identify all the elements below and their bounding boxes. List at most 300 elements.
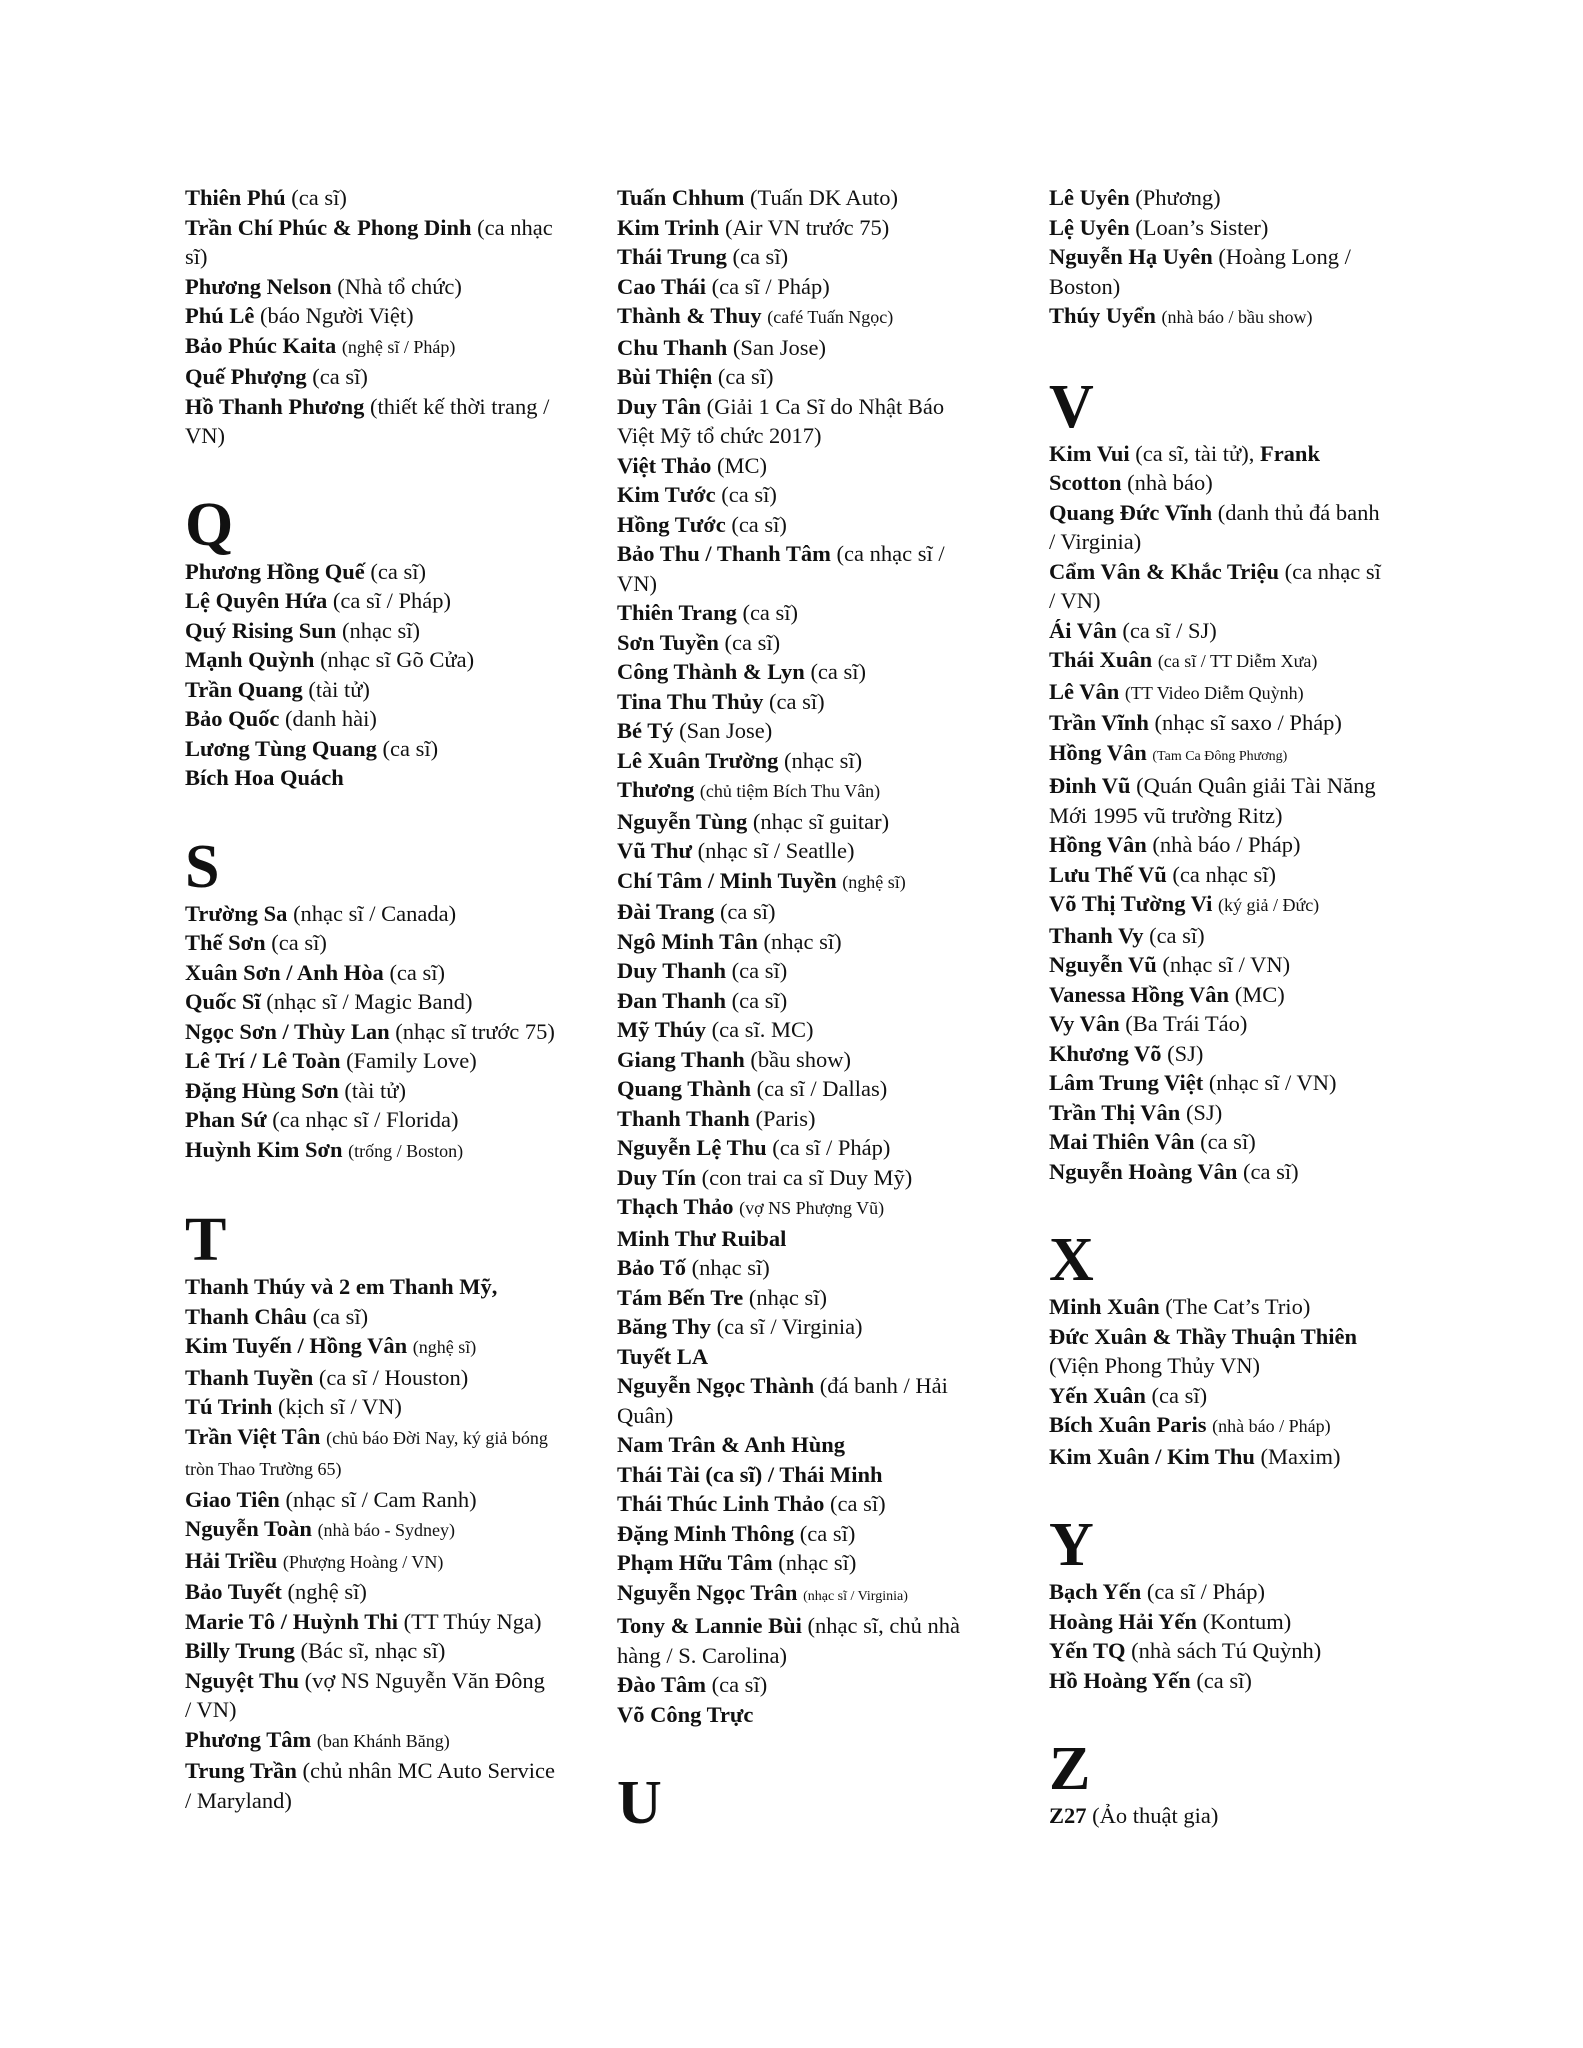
entry-description: (ca sĩ)	[769, 688, 825, 714]
directory-entry	[1049, 557, 1389, 616]
entry-description: (San Jose)	[679, 718, 773, 743]
entry-name: Thanh Tuyền	[185, 1364, 314, 1390]
entry-description: (danh hài)	[285, 706, 377, 731]
section-u	[617, 1769, 977, 1837]
entry-name: Phương Nelson	[185, 273, 332, 299]
directory-entry	[185, 392, 555, 451]
entry-description: (Loan’s Sister)	[1135, 214, 1269, 240]
directory-entry	[1049, 830, 1389, 860]
entry-description: (Viện Phong Thủy VN)	[1049, 1353, 1260, 1378]
directory-entry	[617, 1015, 977, 1045]
entry-description: (SJ)	[1185, 1099, 1223, 1125]
directory-entry	[617, 1578, 977, 1612]
entry-description: (ca sĩ)	[731, 987, 788, 1013]
directory-entry	[617, 1430, 977, 1460]
directory-entry	[617, 1224, 977, 1254]
section-continued	[185, 183, 555, 451]
entry-name: Thành & Thuy	[617, 303, 762, 328]
directory-entry	[185, 1546, 555, 1578]
entry-name: Lê Trí / Lê Toàn	[185, 1048, 341, 1073]
directory-entry	[617, 746, 977, 776]
entry-description: (con trai ca sĩ Duy Mỹ)	[701, 1164, 913, 1190]
directory-entry	[185, 362, 555, 392]
entry-description: (ca sĩ)	[731, 511, 787, 537]
directory-entry	[185, 1756, 555, 1815]
directory-entry	[185, 675, 555, 705]
entry-name: Chí Tâm / Minh Tuyền	[617, 867, 837, 893]
directory-entry	[185, 1135, 555, 1167]
entry-name: Thái Trung	[617, 244, 727, 269]
entry-name: Quý Rising Sun	[185, 617, 337, 643]
section-s	[185, 832, 555, 1167]
entry-description: (kịch sĩ / VN)	[277, 1394, 402, 1419]
directory-entry	[1049, 889, 1389, 921]
entry-name: Nguyễn Tùng	[617, 808, 748, 834]
entry-name: Mỹ Thúy	[617, 1017, 706, 1042]
entry-name: Tú Trinh	[185, 1394, 273, 1419]
entry-name: Nguyễn Vũ	[1049, 952, 1157, 977]
directory-entry	[185, 1272, 555, 1331]
entry-name: Nguyệt Thu	[185, 1667, 299, 1693]
entry-name: Bảo Thu / Thanh Tâm	[617, 541, 831, 566]
entry-description: (ca sĩ. MC)	[711, 1017, 814, 1042]
directory-entry	[617, 1163, 977, 1193]
entry-name: Trần Thị Vân	[1049, 1099, 1181, 1125]
directory-entry	[185, 616, 555, 646]
directory-entry	[617, 1548, 977, 1578]
directory-entry	[617, 1312, 977, 1342]
entry-name: Thế Sơn	[185, 930, 266, 955]
entry-description: (ca nhạc sĩ)	[1172, 861, 1277, 887]
entry-description: (ca sĩ)	[370, 558, 426, 584]
directory-entry	[1049, 1039, 1389, 1069]
entry-description: (ca sĩ)	[719, 899, 776, 924]
entry-description: (ca sĩ / SJ)	[1122, 617, 1217, 643]
entry-description: (ca sĩ)	[731, 958, 788, 983]
entry-name: Nguyễn Hoàng Vân	[1049, 1158, 1238, 1184]
directory-entry	[617, 1283, 977, 1313]
entry-description: (ca sĩ)	[271, 930, 327, 955]
entry-description: (ca sĩ / Pháp)	[332, 588, 451, 613]
entry-description: (nghệ sĩ)	[842, 871, 906, 892]
directory-entry	[185, 557, 555, 587]
entry-description: (vợ NS Nguyễn Văn Đông / VN)	[185, 1667, 545, 1722]
column-1	[185, 183, 555, 1859]
entry-name: Bùi Thiện	[617, 364, 713, 389]
directory-entry	[1049, 1666, 1389, 1696]
entry-name: Phương Hồng Quế	[185, 558, 365, 584]
column-2	[617, 183, 977, 1877]
entry-name: Lê Uyên	[1049, 185, 1130, 210]
directory-entry	[617, 775, 977, 807]
entry-description: (ca sĩ)	[1196, 1667, 1252, 1693]
directory-entry	[617, 927, 977, 957]
entry-name: Đặng Hùng Sơn	[185, 1077, 339, 1103]
entry-description: (ca sĩ)	[1151, 1382, 1208, 1408]
entry-name: Lệ Quyên Hứa	[185, 588, 328, 613]
entry-name: Hải Triều	[185, 1547, 278, 1573]
directory-entry	[617, 1670, 977, 1700]
directory-entry	[185, 1017, 555, 1047]
entry-description: (ca sĩ / Dallas)	[756, 1076, 888, 1101]
entry-name: Trần Việt Tân	[185, 1423, 321, 1449]
entry-description: (nhạc sĩ)	[691, 1255, 770, 1280]
directory-entry	[1049, 1009, 1389, 1039]
entry-description: (ca sĩ / Pháp)	[711, 273, 830, 299]
entry-name: Đài Trang	[617, 899, 715, 924]
entry-description: (danh thủ đá banh / Virginia)	[1049, 499, 1380, 554]
directory-entry	[1049, 921, 1389, 951]
entry-description: (thiết kế thời trang / VN)	[185, 393, 550, 448]
entry-name: Trần Vĩnh	[1049, 710, 1149, 735]
directory-entry	[1049, 1322, 1389, 1381]
entry-name: Hồng Vân	[1049, 832, 1147, 857]
entry-name: Cẩm Vân & Khắc Triệu	[1049, 558, 1280, 584]
entry-name: Frank Scotton	[1049, 440, 1320, 495]
directory-entry	[1049, 616, 1389, 646]
section-letter-heading: U	[617, 1769, 662, 1837]
entry-description: (Nhà tổ chức)	[337, 273, 462, 299]
section-letter-heading: T	[185, 1206, 227, 1274]
directory-entry	[1049, 213, 1389, 243]
entry-description: (ca sĩ)	[717, 364, 774, 389]
entry-name: Kim Vui	[1049, 440, 1130, 466]
directory-entry	[185, 899, 555, 929]
entry-description: (nhạc sĩ)	[748, 1284, 827, 1310]
entry-name: Thạch Thảo	[617, 1194, 734, 1219]
section-letter-heading: V	[1049, 372, 1094, 441]
entry-name: Trường Sa	[185, 900, 288, 926]
entry-description: (ca sĩ)	[312, 1303, 369, 1329]
entry-description: (ca sĩ / TT Diễm Xưa)	[1157, 651, 1318, 671]
directory-entry	[617, 836, 977, 866]
entry-description: (ca sĩ)	[721, 482, 777, 507]
entry-description: (Air VN trước 75)	[724, 214, 890, 240]
entry-name: Băng Thy	[617, 1314, 712, 1339]
entry-description: (nghệ sĩ)	[287, 1579, 367, 1604]
entry-description: (Phượng Hoàng / VN)	[282, 1551, 444, 1572]
directory-entry	[1049, 645, 1389, 677]
directory-entry	[617, 301, 977, 333]
directory-entry	[617, 1074, 977, 1104]
entry-name: Tina Thu Thủy	[617, 688, 764, 714]
entry-description: (ca sĩ)	[312, 364, 368, 389]
entry-name: Yến TQ	[1049, 1638, 1126, 1663]
entry-name: Nam Trân & Anh Hùng	[617, 1432, 845, 1457]
directory-entry	[1049, 1636, 1389, 1666]
directory-entry	[1049, 677, 1389, 709]
entry-name: Trung Trần	[185, 1758, 297, 1783]
entry-description: (ca sĩ)	[291, 185, 347, 210]
directory-entry	[185, 645, 555, 675]
entry-name: Thanh Thúy và 2 em Thanh Mỹ, Thanh Châu	[185, 1274, 498, 1329]
entry-name: Võ Thị Tường Vi	[1049, 891, 1213, 916]
directory-entry	[185, 1331, 555, 1363]
section-v	[1049, 372, 1389, 1187]
section-continued	[1049, 183, 1389, 333]
entry-description: (nhạc sĩ)	[763, 928, 842, 954]
entry-name: Đan Thanh	[617, 987, 727, 1013]
entry-description: (café Tuấn Ngọc)	[767, 307, 894, 327]
section-letter-heading: Z	[1049, 1735, 1091, 1803]
entry-description: (nhạc sĩ saxo / Pháp)	[1154, 710, 1342, 735]
entry-name: Thanh Thanh	[617, 1105, 750, 1131]
directory-entry	[617, 451, 977, 481]
entry-name: Bạch Yến	[1049, 1579, 1142, 1604]
section-continued	[617, 183, 977, 1729]
section-t	[185, 1206, 556, 1815]
entry-name: Bảo Quốc	[185, 706, 280, 731]
entry-name: Phạm Hữu Tâm	[617, 1550, 773, 1575]
entry-description: (nhạc sĩ Gõ Cửa)	[320, 647, 475, 672]
directory-entry	[185, 331, 555, 363]
directory-entry	[1049, 1607, 1389, 1637]
entry-description: (nhạc sĩ, chủ nhà hàng / S. Carolina)	[617, 1613, 960, 1668]
directory-entry	[617, 1611, 977, 1670]
entry-name: Thái Tài (ca sĩ) / Thái Minh	[617, 1461, 883, 1487]
directory-entry	[1049, 1410, 1389, 1442]
entry-name: Yến Xuân	[1049, 1382, 1146, 1408]
entry-name: Ngô Minh Tân	[617, 928, 758, 954]
entry-name: Lê Vân	[1049, 678, 1120, 704]
entry-name: Bảo Phúc Kaita	[185, 332, 337, 358]
entry-name: Sơn Tuyền	[617, 629, 719, 655]
entry-name: Phan Sứ	[185, 1107, 267, 1132]
entry-description: (chủ tiệm Bích Thu Vân)	[699, 781, 881, 801]
entry-description: (chủ nhân MC Auto Service / Maryland)	[185, 1758, 556, 1813]
directory-entry	[185, 1725, 555, 1757]
directory-entry	[617, 1045, 977, 1075]
directory-entry	[1049, 1381, 1389, 1411]
entry-description: (nhạc sĩ / Magic Band)	[266, 989, 473, 1014]
entry-description: (ca sĩ / Virginia)	[716, 1314, 863, 1339]
entry-description: (ca sĩ)	[382, 735, 439, 761]
entry-description: (ca sĩ)	[742, 600, 799, 625]
section-letter-heading: Q	[185, 490, 234, 559]
entry-description: (nhà báo / Pháp)	[1212, 1416, 1331, 1436]
entry-name: Thương	[617, 777, 695, 802]
directory-entry	[617, 1460, 977, 1490]
directory-entry	[185, 1363, 555, 1393]
directory-entry	[1049, 1801, 1389, 1831]
entry-description: (nhạc sĩ / VN)	[1208, 1070, 1337, 1095]
directory-entry	[185, 213, 555, 272]
directory-entry	[1049, 183, 1389, 213]
directory-entry	[1049, 1292, 1389, 1322]
directory-entry	[1049, 439, 1389, 498]
directory-entry	[1049, 498, 1389, 557]
entry-description: (báo Người Việt)	[260, 303, 414, 328]
directory-entry	[185, 183, 555, 213]
entry-description: (ca sĩ)	[830, 1491, 886, 1516]
directory-entry	[617, 628, 977, 658]
entry-name: Quang Đức Vĩnh	[1049, 499, 1213, 525]
entry-name: Đinh Vũ	[1049, 773, 1131, 798]
entry-name: Duy Tín	[617, 1164, 697, 1190]
directory-entry	[185, 958, 555, 988]
entry-description: (ca sĩ, tài tử),	[1135, 440, 1255, 466]
entry-description: (vợ NS Phượng Vũ)	[739, 1198, 885, 1218]
directory-entry	[617, 956, 977, 986]
entry-description: (nghệ sĩ / Pháp)	[341, 336, 456, 357]
entry-description: (ban Khánh Băng)	[316, 1730, 450, 1751]
directory-entry	[1049, 771, 1389, 830]
entry-description: (nhạc sĩ)	[778, 1550, 857, 1575]
entry-description: (Kontum)	[1202, 1608, 1292, 1634]
directory-entry	[617, 510, 977, 540]
entry-description: (nhà báo - Sydney)	[317, 1520, 456, 1540]
section-letter-heading: X	[1049, 1226, 1094, 1294]
entry-name: Bảo Tố	[617, 1255, 686, 1280]
entry-description: (ca sĩ / Houston)	[318, 1364, 469, 1390]
directory-entry	[185, 1046, 555, 1076]
directory-entry	[617, 687, 977, 717]
entry-name: Kim Xuân / Kim Thu	[1049, 1443, 1255, 1469]
entry-name: Nguyễn Toàn	[185, 1516, 312, 1541]
entry-description: (ca sĩ)	[711, 1672, 768, 1697]
entry-name: Quốc Sĩ	[185, 989, 261, 1014]
directory-entry	[617, 1192, 977, 1224]
entry-description: (chủ báo Đời Nay, ký giả bóng tròn Thao Trường 65)	[185, 1427, 548, 1479]
directory-entry	[617, 716, 977, 746]
entry-name: Vũ Thư	[617, 838, 693, 863]
entry-name: Quang Thành	[617, 1076, 752, 1101]
directory-entry	[1049, 708, 1389, 738]
entry-name: Bé Tý	[617, 718, 674, 743]
entry-name: Kim Trinh	[617, 214, 720, 240]
entry-name: Mai Thiên Vân	[1049, 1129, 1195, 1154]
entry-name: Lưu Thế Vũ	[1049, 861, 1167, 887]
entry-name: Công Thành & Lyn	[617, 659, 805, 684]
entry-description: (bầu show)	[750, 1046, 852, 1072]
entry-name: Khương Võ	[1049, 1040, 1162, 1066]
entry-name: Tuyết LA	[617, 1343, 709, 1369]
section-q	[185, 490, 555, 793]
directory-entry	[617, 1133, 977, 1163]
entry-description: (nhạc sĩ trước 75)	[395, 1018, 555, 1044]
directory-entry	[617, 392, 977, 451]
entry-description: (Bác sĩ, nhạc sĩ)	[300, 1638, 446, 1663]
directory-entry	[617, 657, 977, 687]
entry-name: Thiên Phú	[185, 185, 286, 210]
entry-name: Nguyễn Lệ Thu	[617, 1135, 767, 1160]
directory-entry	[1049, 301, 1389, 333]
entry-name: Thái Thúc Linh Thảo	[617, 1491, 825, 1516]
directory-entry	[1049, 980, 1389, 1010]
section-y	[1049, 1511, 1389, 1695]
directory-entry	[185, 1422, 555, 1485]
entry-description: (ca sĩ)	[799, 1520, 856, 1546]
entry-description: (ca sĩ / Pháp)	[772, 1135, 891, 1160]
entry-description: (nghệ sĩ)	[412, 1337, 477, 1357]
directory-entry	[1049, 1068, 1389, 1098]
directory-entry	[185, 1105, 555, 1135]
directory-entry	[1049, 860, 1389, 890]
entry-name: Minh Thư Ruibal	[617, 1225, 787, 1251]
directory-entry	[617, 539, 977, 598]
entry-name: Ái Vân	[1049, 617, 1117, 643]
entry-name: Lương Tùng Quang	[185, 735, 377, 761]
entry-description: (MC)	[1234, 981, 1285, 1007]
entry-name: Hoàng Hải Yến	[1049, 1608, 1197, 1634]
entry-name: Tuấn Chhum	[617, 185, 745, 210]
entry-description: (Maxim)	[1260, 1443, 1341, 1469]
entry-description: (ca nhạc sĩ)	[185, 214, 553, 269]
directory-entry	[185, 1607, 555, 1637]
entry-name: Tony & Lannie Bùi	[617, 1613, 802, 1638]
directory-entry	[185, 1076, 555, 1106]
directory-entry	[617, 1700, 977, 1730]
directory-entry	[1049, 1157, 1389, 1187]
entry-name: Mạnh Quỳnh	[185, 647, 315, 672]
entry-name: Phương Tâm	[185, 1726, 312, 1752]
entry-description: (ca sĩ)	[389, 959, 446, 985]
directory-entry	[185, 1514, 555, 1546]
entry-name: Hồng Tước	[617, 511, 726, 537]
entry-description: (Ba Trái Táo)	[1125, 1011, 1248, 1036]
entry-name: Hồng Vân	[1049, 739, 1147, 765]
section-letter-heading: S	[185, 832, 220, 901]
entry-name: Nguyễn Hạ Uyên	[1049, 244, 1213, 269]
entry-description: (Phương)	[1135, 185, 1221, 210]
directory-entry	[185, 586, 555, 616]
entry-description: (SJ)	[1167, 1040, 1204, 1066]
section-x	[1049, 1226, 1389, 1471]
entry-name: Duy Thanh	[617, 958, 727, 983]
entry-name: Hồ Hoàng Yến	[1049, 1667, 1191, 1693]
entry-description: (Hoàng Long / Boston)	[1049, 244, 1351, 299]
entry-name: Thúy Uyển	[1049, 303, 1156, 328]
column-3	[1049, 183, 1389, 1875]
entry-name: Huỳnh Kim Sơn	[185, 1136, 343, 1162]
directory-entry	[617, 1342, 977, 1372]
directory-entry	[1049, 1577, 1389, 1607]
entry-name: Đức Xuân & Thầy Thuận Thiên	[1049, 1323, 1358, 1349]
entry-description: (nhạc sĩ)	[341, 617, 421, 643]
entry-description: (nhạc sĩ / VN)	[1162, 952, 1291, 977]
entry-description: (tài tử)	[344, 1077, 406, 1103]
entry-name: Bích Xuân Paris	[1049, 1412, 1207, 1437]
directory-entry	[617, 242, 977, 272]
directory-entry	[185, 1636, 555, 1666]
entry-description: (tài tử)	[308, 676, 370, 702]
entry-description: (ca nhạc sĩ / Florida)	[272, 1107, 459, 1132]
entry-description: (ca sĩ / Pháp)	[1146, 1579, 1266, 1604]
directory-entry	[617, 986, 977, 1016]
directory-entry	[617, 272, 977, 302]
entry-name: Lâm Trung Việt	[1049, 1070, 1204, 1095]
entry-description: (ca sĩ)	[1149, 922, 1205, 948]
entry-name: Quế Phượng	[185, 364, 307, 389]
entry-description: (ca sĩ)	[1200, 1129, 1256, 1154]
entry-name: Vanessa Hồng Vân	[1049, 981, 1230, 1007]
entry-name: Trần Quang	[185, 676, 303, 702]
entry-description: (San Jose)	[732, 334, 827, 360]
directory-entry	[617, 1253, 977, 1283]
entry-description: (nhạc sĩ)	[784, 747, 863, 773]
directory-entry	[617, 1371, 977, 1430]
directory-entry	[185, 734, 555, 764]
directory-entry	[617, 183, 977, 213]
directory-entry	[185, 1577, 555, 1607]
entry-name: Phú Lê	[185, 303, 255, 328]
entry-description: (nhạc sĩ / Canada)	[293, 900, 457, 926]
directory-entry	[617, 362, 977, 392]
entry-description: (ca sĩ)	[724, 629, 781, 655]
entry-description: (ký giả / Đức)	[1217, 895, 1320, 915]
directory-entry	[617, 866, 977, 898]
entry-description: (The Cat’s Trio)	[1165, 1294, 1311, 1319]
